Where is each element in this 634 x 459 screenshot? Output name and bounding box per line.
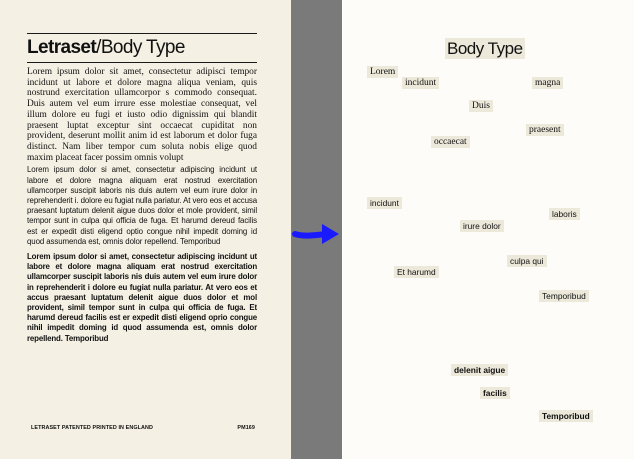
word-culpa-qui: culpa qui (507, 255, 547, 267)
specimen-card (0, 0, 291, 459)
arrow-right-icon (292, 222, 340, 246)
title-rule-top (27, 33, 257, 34)
panel-title: Body Type (447, 39, 523, 58)
specimen-content (27, 33, 257, 344)
sans-bold-paragraph: Lorem ipsum dolor si amet, consectetur adipiscing incidunt ut labore et dolore magna aliquam erat nostrud exercitation ullamcorper suscipit laboris nis duis autem vel eum irure dolor in reprehenderit i dolore eu fugiat nulla pariatur. At vero eos et accus praesant luptatum delenit aigue duos dolor et mol provident, simil tempor sunt in culpa qui officia de fuga. Et harumd dereud facilis est er expedit disti eligend oprio congue nihil impedit doming id quod assumenda est, omnis dolor repellend. Temporibud (27, 251, 257, 343)
word-facilis: facilis (480, 387, 510, 399)
word-praesent: praesent (526, 124, 564, 136)
sans-paragraph: Lorem ipsum dolor si amet, consectetur adipiscing incidunt ut labore et dolore magna aliquam erat nostrud exercitation ullamcorper suscipit laboris nis duis autem vel eum irure dolor in reprehenderit i. dolore eu fugiat nulla pariatur. At vero eos et accusa praesant luptatum delenit aigue duos dolor et mole provident, simil tempor sunt in culpa qui officia de fuga. Et harumd dereud facilis est er expedit disti eligend optio congue nihil impedit doming id quod assumenda est, omnis dolor repellend. Temporibud (27, 165, 257, 246)
word-duis: Duis (469, 100, 493, 112)
word-delenit-aigue: delenit aigue (451, 364, 508, 376)
word-et-harumd: Et harumd (394, 266, 439, 278)
word-temporibud-mid: Temporibud (539, 290, 589, 302)
title-slash: / (96, 37, 101, 58)
title-rule-bottom (27, 62, 257, 63)
word-occaecat: occaecat (431, 136, 470, 148)
word-magna: magna (532, 77, 563, 89)
card-title (27, 37, 257, 59)
brand-name: Letraset (27, 37, 97, 58)
word-laboris: laboris (549, 208, 580, 220)
serif-paragraph: Lorem ipsum dolor sit amet, consectetur adipisci tempor incidunt ut labore et dolore magna aliqua veniam, quis nostrund exercitation ullamcorpor s commodo consequat. Duis autem vel eum irrure esse molestiae consequat, vel illum dolore eu fugi et iusto odio dignissim qui blandit praesent luptat exceptur sint occaecat cupiditat non provident, deserunt mollit anim id est laborum et dolor fuga distinct. Nam liber tempor cum soluta nobis elige quod maxim placeat facer possim omnis volupt (27, 67, 257, 163)
word-lorem: Lorem (367, 66, 398, 78)
word-irure-dolor: irure dolor (460, 220, 504, 232)
card-footer (31, 425, 255, 431)
word-incidunt-top: incidunt (402, 77, 439, 89)
footer-imprint: LETRASET PATENTED PRINTED IN ENGLAND (31, 425, 153, 431)
card-subtitle: Body Type (100, 37, 185, 58)
word-temporibud-bottom: Temporibud (539, 410, 593, 422)
footer-code: PM169 (237, 425, 255, 431)
word-incidunt-mid: incidunt (367, 197, 402, 209)
